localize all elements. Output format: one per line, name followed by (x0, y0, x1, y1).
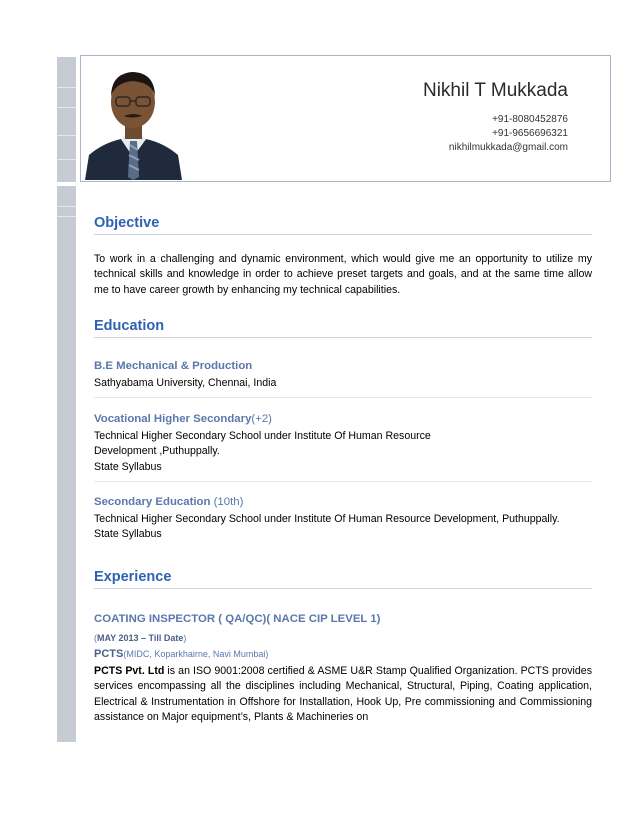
phone-1: +91-8080452876 (492, 114, 568, 125)
objective-text: To work in a challenging and dynamic environment, which would give me an opportunity to utilize my technical skills and knowledge in order to achieve preset targets and goals, and at the same time allow me to have career growth by enhancing my technical capabilities. (94, 253, 592, 296)
experience-heading: Experience (94, 569, 592, 589)
left-decor-strip (57, 186, 76, 742)
education-line: Technical Higher Secondary School under Institute Of Human Resource Development, Puthuppally. (94, 513, 560, 525)
degree-suffix: (10th) (210, 496, 244, 508)
education-line: Development ,Puthuppally. (94, 445, 220, 458)
candidate-name: Nikhil T Mukkada (422, 80, 568, 101)
education-line: Technical Higher Secondary School under Institute Of Human Resource (94, 430, 431, 442)
experience-role: COATING INSPECTOR ( QA/QC)( NACE CIP LEVEL 1) (94, 613, 381, 625)
education-line: State Syllabus (94, 460, 162, 473)
divider (94, 397, 592, 398)
experience-period (94, 633, 186, 643)
degree-title: B.E Mechanical & Production (94, 360, 253, 372)
education-secondary-details (94, 512, 592, 543)
degree-suffix: (+2) (251, 413, 272, 425)
education-degree-be (94, 360, 252, 372)
company-location: (MIDC, Koparkhairne, Navi Mumbai) (123, 649, 269, 659)
education-line: Sathyabama University, Chennai, India (94, 377, 277, 389)
divider (94, 481, 592, 482)
profile-photo (83, 57, 184, 180)
contact-block (449, 113, 568, 155)
education-heading: Education (94, 318, 592, 338)
company-name: PCTS Pvt. Ltd (94, 665, 165, 677)
education-degree-vhse (94, 413, 272, 425)
degree-title: Secondary Education (94, 496, 211, 508)
email: nikhilmukkada@gmail.com (448, 142, 568, 153)
education-line: State Syllabus (94, 528, 162, 541)
company-short: PCTS (94, 648, 124, 660)
period-open: ( (94, 633, 97, 643)
period-dates: MAY 2013 – Till Date (97, 633, 184, 643)
experience-description (94, 664, 592, 725)
period-close: ) (183, 633, 187, 643)
company-description: is an ISO 9001:2008 certified & ASME U&R Stamp Qualified Organization. PCTS provides services encompassing all the disciplines including Mechanical, Structural, Piping, Coating application, Electrical & Instrumentation in Offshore for Installation, Hook Up, Pre commissioning and Commissioning assistance on Major equipment’s, Plants & Machineries on (94, 665, 592, 723)
left-decor-strip-top (57, 57, 76, 182)
education-degree-secondary (94, 496, 243, 508)
experience-company-location (94, 648, 268, 660)
phone-2: +91-9656696321 (492, 128, 568, 139)
objective-heading: Objective (94, 215, 592, 235)
degree-title: Vocational Higher Secondary (94, 413, 252, 425)
education-be-details (94, 376, 592, 391)
education-vhse-details (94, 429, 592, 475)
portrait-illustration (83, 57, 184, 180)
